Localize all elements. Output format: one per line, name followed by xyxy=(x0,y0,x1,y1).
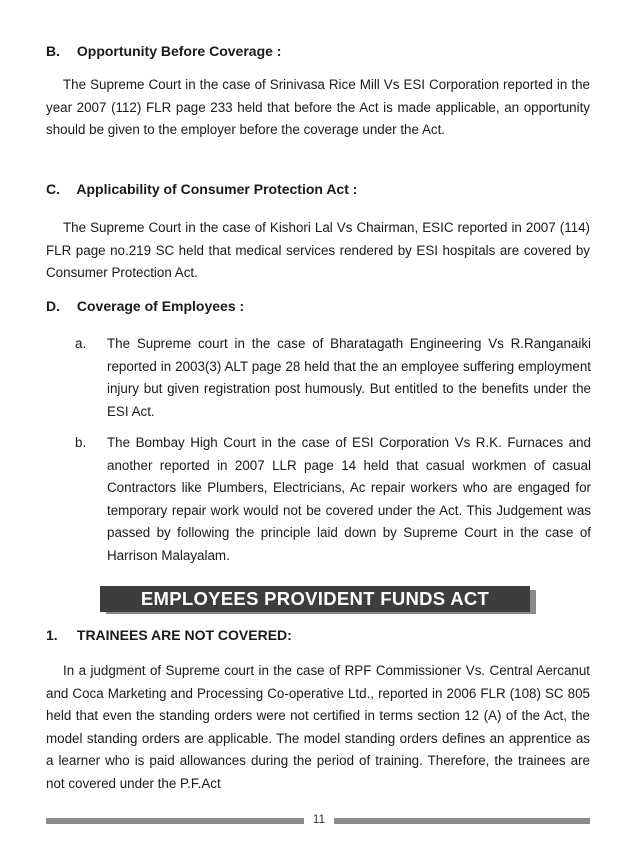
section-b-title: Opportunity Before Coverage : xyxy=(76,43,282,59)
section-c-label: C. xyxy=(46,181,60,197)
banner-title: EMPLOYEES PROVIDENT FUNDS ACT xyxy=(100,586,530,612)
list-item xyxy=(75,432,591,567)
section-c-heading xyxy=(46,181,357,197)
footer-rule-right xyxy=(334,818,590,824)
section-1-heading xyxy=(46,627,292,643)
section-d-heading xyxy=(46,298,244,314)
section-d-title: Coverage of Employees : xyxy=(76,298,245,314)
section-1-title: TRAINEES ARE NOT COVERED: xyxy=(76,627,292,643)
page-number: 11 xyxy=(312,812,326,826)
footer-rule-left xyxy=(46,818,304,824)
section-c-title: Applicability of Consumer Protection Act : xyxy=(76,181,358,197)
section-c-paragraph: The Supreme Court in the case of Kishori Lal Vs Chairman, ESIC reported in 2007 (114) FLR page no.219 SC held that medical services rendered by ESI hospitals are covered by Consumer Protection Act. xyxy=(46,220,590,280)
list-item-label: b. xyxy=(75,435,87,450)
section-1-label: 1. xyxy=(46,627,58,643)
section-b-heading xyxy=(46,43,281,59)
section-banner xyxy=(100,586,536,614)
section-1-paragraph: In a judgment of Supreme court in the case of RPF Commissioner Vs. Central Aercanut and Coca Marketing and Processing Co-operative Ltd., reported in 2006 FLR (108) SC 805 held that even the standing orders were not certified in terms section 12 (A) of the Act, the model standing orders are applicable. The model standing orders defines an apprentice as a learner who is paid allowances during the period of training. Therefore, the trainees are not covered under the P.F.Act xyxy=(46,663,590,791)
section-d-label: D. xyxy=(46,298,60,314)
list-item xyxy=(75,333,591,423)
list-item-text: The Supreme court in the case of Bharatagath Engineering Vs R.Ranganaiki reported in 2003(3) ALT page 28 held that the an employee suffering employment injury but given registration post humously. But entitled to the benefits under the ESI Act. xyxy=(107,336,591,419)
section-b-paragraph: The Supreme Court in the case of Srinivasa Rice Mill Vs ESI Corporation reported in the year 2007 (112) FLR page 233 held that before the Act is made applicable, an opportunity should be given to the employer before the coverage under the Act. xyxy=(46,77,590,137)
page-footer xyxy=(46,812,590,832)
section-b-label: B. xyxy=(46,43,60,59)
list-item-label: a. xyxy=(75,336,87,351)
list-item-text: The Bombay High Court in the case of ESI Corporation Vs R.K. Furnaces and another reported in 2007 LLR page 14 held that casual workmen of casual Contractors like Plumbers, Electricians, Ac repair workers who are engaged for temporary repair work would not be covered under the Act. This Judgement was passed by following the principle laid down by Supreme Court in the case of Harrison Malayalam. xyxy=(107,435,591,563)
